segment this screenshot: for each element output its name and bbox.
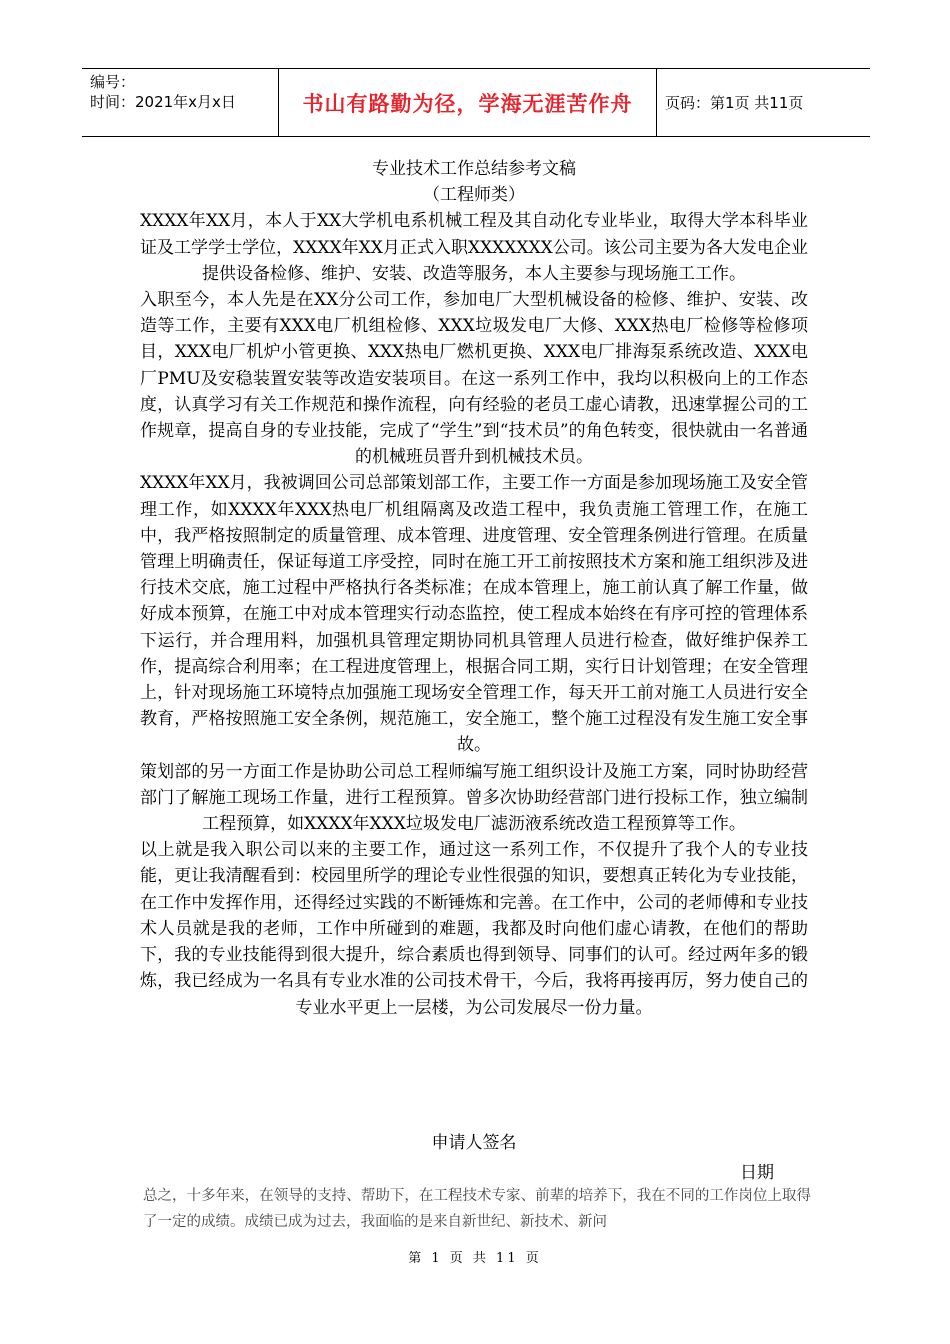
header-time-label: 时间：2021年x月x日 — [90, 93, 236, 111]
header-number-label: 编号： — [90, 73, 136, 91]
header-meta — [82, 69, 279, 136]
paragraph-4: 策划部的另一方面工作是协助公司总工程师编写施工组织设计及施工方案，同时协助经营部门了解施工现场工作量，进行工程预算。曾多次协助经营部门进行投标工作，独立编制工程预算，如XXXX年XXX垃圾发电厂滤沥液系统改造工程预算等工作。 — [140, 761, 808, 835]
page-footer: 第 1 页 共 11 页 — [408, 1251, 542, 1266]
document-title: 专业技术工作总结参考文稿 — [372, 159, 576, 179]
header-page-info: 页码：第1页 共11页 — [665, 94, 804, 112]
tail-paragraph: 总之，十多年来，在领导的支持、帮助下，在工程技术专家、前辈的培养下，我在不同的工作岗位上取得了一定的成绩。成绩已成为过去，我面临的是来自新世纪、新技术、新问 — [143, 1188, 811, 1230]
header-motto: 书山有路勤为径，学海无涯苦作舟 — [279, 69, 657, 136]
document-body — [140, 156, 808, 1021]
paragraph-5: 以上就是我入职公司以来的主要工作，通过这一系列工作，不仅提升了我个人的专业技能，更让我清醒看到：校园里所学的理论专业性很强的知识，要想真正转化为专业技能，在工作中发挥作用，还得经过实践的不断锤炼和完善。在工作中，公司的老师傅和专业技术人员就是我的老师，工作中所碰到的难题，我都及时向他们虚心请教，在他们的帮助下，我的专业技能得到很大提升，综合素质也得到领导、同事们的认可。经过两年多的锻炼，我已经成为一名具有专业水准的公司技术骨干，今后，我将再接再厉，努力使自己的专业水平更上一层楼，为公司发展尽一份力量。 — [140, 840, 808, 1018]
page-header — [82, 68, 870, 137]
date-label: 日期 — [740, 1163, 774, 1183]
paragraph-2: 入职至今，本人先是在XX分公司工作，参加电厂大型机械设备的检修、维护、安装、改造等工作，主要有XXX电厂机组检修、XXX垃圾发电厂大修、XXX热电厂检修等检修项目，XXX电厂机炉小管更换、XXX热电厂燃机更换、XXX电厂排海泵系统改造、XXX电厂PMU及安稳装置安装等改造安装项目。在这一系列工作中，我均以积极向上的工作态度，认真学习有关工作规范和操作流程，向有经验的老员工虚心请教，迅速掌握公司的工作规章，提高自身的专业技能，完成了“学生”到“技术员”的角色转变，很快就由一名普通的机械班员晋升到机械技术员。 — [140, 290, 808, 468]
paragraph-1: XXXX年XX月，本人于XX大学机电系机械工程及其自动化专业毕业，取得大学本科毕业证及工学学士学位，XXXX年XX月正式入职XXXXXXX公司。该公司主要为各大发电企业提供设备检修、维护、安装、改造等服务，本人主要参与现场施工工作。 — [140, 211, 808, 284]
document-subtitle: （工程师类） — [423, 185, 525, 206]
applicant-signature-label: 申请人签名 — [431, 1133, 517, 1153]
paragraph-3: XXXX年XX月，我被调回公司总部策划部工作，主要工作一方面是参加现场施工及安全管理工作，如XXXX年XXX热电厂机组隔离及改造工程中，我负责施工管理工作，在施工中，我严格按照制定的质量管理、成本管理、进度管理、安全管理条例进行管理。在质量管理上明确责任，保证每道工序受控，同时在施工开工前按照技术方案和施工组织涉及进行技术交底，施工过程中严格执行各类标准；在成本管理上，施工前认真了解工作量，做好成本预算，在施工中对成本管理实行动态监控，使工程成本始终在有序可控的管理体系下运行，并合理用料，加强机具管理定期协同机具管理人员进行检查，做好维护保养工作，提高综合利用率；在工程进度管理上，根据合同工期，实行日计划管理；在安全管理上，针对现场施工环境特点加强施工现场安全管理工作，每天开工前对施工人员进行安全教育，严格按照施工安全条例，规范施工，安全施工，整个施工过程没有发生施工安全事故。 — [140, 473, 808, 756]
